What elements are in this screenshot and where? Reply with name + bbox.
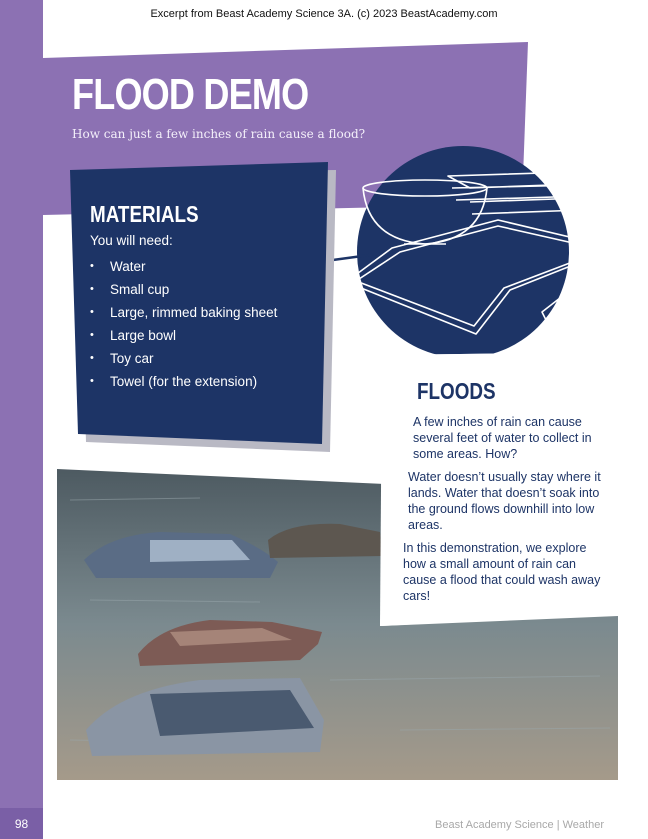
- page-subtitle: How can just a few inches of rain cause a flood?: [72, 127, 366, 141]
- excerpt-notice: Excerpt from Beast Academy Science 3A. (c) 2023 BeastAcademy.com: [150, 8, 498, 20]
- materials-item: • Large, rimmed baking sheet: [90, 304, 300, 321]
- materials-item: • Large bowl: [90, 327, 300, 344]
- materials-heading: MATERIALS: [90, 201, 199, 227]
- materials-intro: You will need:: [90, 233, 173, 248]
- materials-item: • Small cup: [90, 281, 300, 298]
- floods-paragraph: A few inches of rain can cause several feet of water to collect in some areas. How?: [413, 415, 592, 461]
- page-number: 98: [0, 808, 43, 839]
- floods-paragraph: Water doesn’t usually stay where it lands. Water that doesn’t soak into the ground flows downhill into low areas.: [408, 470, 601, 532]
- floods-paragraph: In this demonstration, we explore how a small amount of rain can cause a flood that could wash away cars!: [403, 541, 601, 603]
- page-title: FLOOD DEMO: [72, 70, 309, 119]
- materials-item: • Water: [90, 258, 300, 275]
- materials-item: • Towel (for the extension): [90, 373, 300, 390]
- materials-item: • Toy car: [90, 350, 300, 367]
- footer-book-title: Beast Academy Science | Weather: [435, 819, 604, 831]
- floods-heading: FLOODS: [417, 378, 496, 404]
